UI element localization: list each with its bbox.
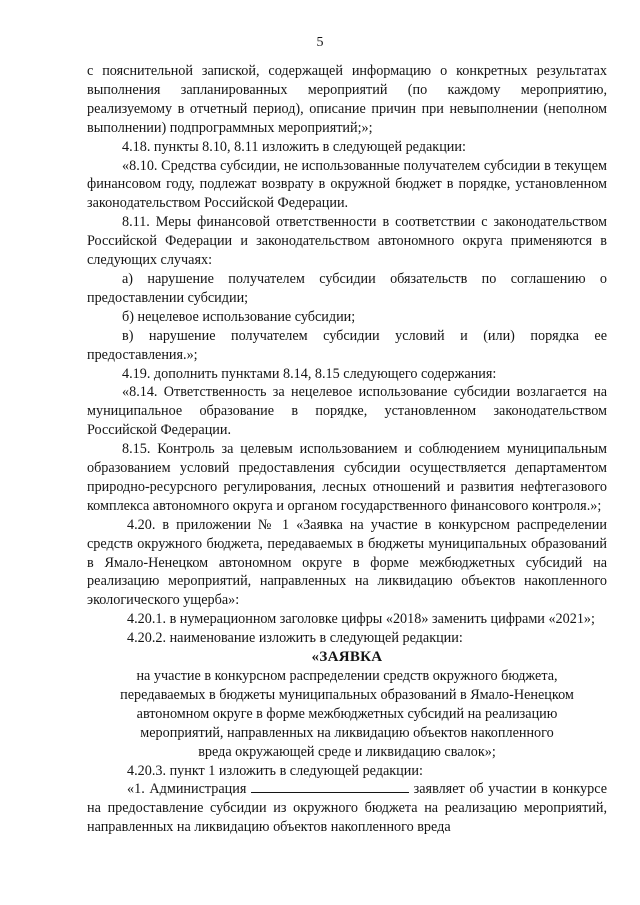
paragraph bbox=[87, 780, 607, 837]
paragraph-rest: заявляет об участии в конкурсе на предоставление субсидии из окружного бюджета на реализацию мероприятий, направленных на ликвидацию объектов накопленного вреда bbox=[87, 781, 607, 836]
list-item: а) нарушение получателем субсидии обязательств по соглашению о предоставлении субсидии; bbox=[87, 270, 607, 306]
fill-in-blank bbox=[251, 780, 409, 793]
form-heading-line: передаваемых в бюджеты муниципальных образований в Ямало-Ненецком bbox=[120, 686, 574, 703]
form-heading-line: на участие в конкурсном распределении средств окружного бюджета, bbox=[136, 668, 558, 684]
paragraph: 4.20. в приложении № 1 «Заявка на участие в конкурсном распределении средств окружного бюджета, передаваемых в бюджеты муниципальных образований в Ямало-Ненецком автономном округе в форме межбюджетных субсидий на реализацию мероприятий, направленных на ликвидацию объектов накопленного экологического ущерба»: bbox=[87, 516, 607, 609]
paragraph: «8.10. Средства субсидии, не использованные получателем субсидии в текущем финансовом году, подлежат возврату в окружной бюджет в порядке, установленном законодательством Российской Федерации. bbox=[87, 157, 607, 212]
paragraph: 4.19. дополнить пунктами 8.14, 8.15 следующего содержания: bbox=[122, 365, 497, 382]
form-heading-line: вреда окружающей среде и ликвидацию свалок»; bbox=[198, 743, 496, 760]
form-title: «ЗАЯВКА bbox=[311, 649, 383, 666]
document-body bbox=[87, 62, 607, 837]
paragraph: 8.11. Меры финансовой ответственности в соответствии с законодательством Российской Федерации и законодательством автономного округа применяются в следующих случаях: bbox=[87, 214, 607, 269]
list-item: в) нарушение получателем субсидии условий и (или) порядка ее предоставления.»; bbox=[87, 327, 607, 363]
paragraph: 4.18. пункты 8.10, 8.11 изложить в следующей редакции: bbox=[122, 138, 466, 155]
list-item: б) нецелевое использование субсидии; bbox=[122, 308, 356, 325]
paragraph: 4.20.3. пункт 1 изложить в следующей редакции: bbox=[127, 762, 423, 779]
form-heading-line: автономном округе в форме межбюджетных субсидий на реализацию bbox=[136, 705, 558, 722]
paragraph: с пояснительной запиской, содержащей информацию о конкретных результатах выполнения запланированных мероприятий (по каждому мероприятию, реализуемому в отчетный период), описание причин при невыполнении (неполном выполнении) подпрограммных мероприятий;»; bbox=[87, 63, 607, 136]
paragraph: 4.20.2. наименование изложить в следующей редакции: bbox=[127, 630, 463, 647]
paragraph-lead: «1. Администрация bbox=[127, 781, 247, 798]
paragraph: 8.15. Контроль за целевым использованием и соблюдением муниципальным образованием условий предоставления субсидии осуществляется департаментом природно-ресурсного регулирования, лесных отношений и развития нефтегазового комплекса автономного округа и органом государственного финансового контроля.»; bbox=[87, 441, 607, 514]
form-heading-line: мероприятий, направленных на ликвидацию объектов накопленного bbox=[140, 724, 554, 741]
page-number: 5 bbox=[316, 35, 324, 50]
paragraph: 4.20.1. в нумерационном заголовке цифры «2018» заменить цифрами «2021»; bbox=[127, 611, 595, 628]
paragraph: «8.14. Ответственность за нецелевое использование субсидии возлагается на муниципальное образование в порядке, установленном законодательством Российской Федерации. bbox=[87, 384, 607, 439]
